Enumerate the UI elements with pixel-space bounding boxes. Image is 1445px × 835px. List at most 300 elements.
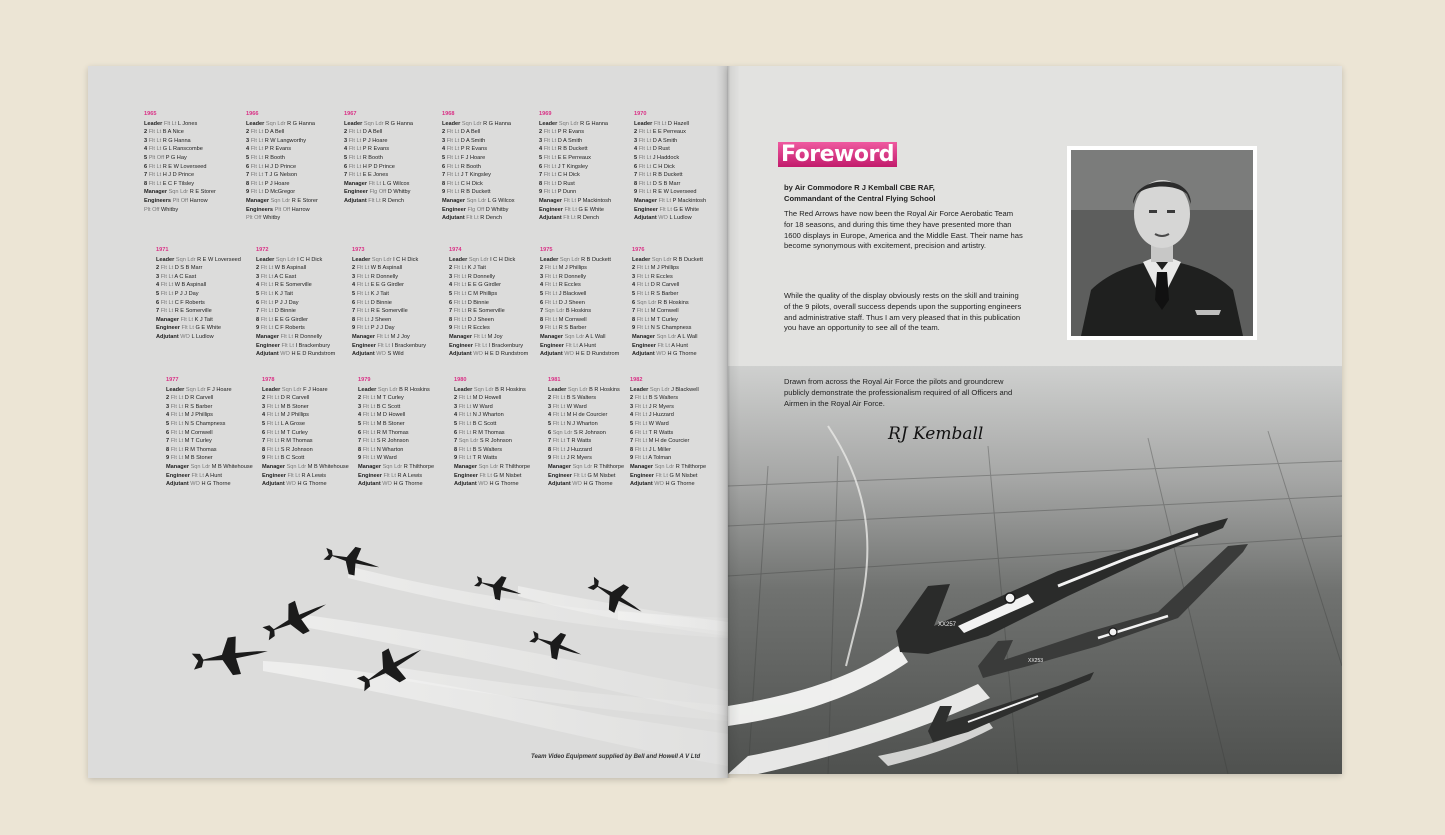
crew-rank: Flt Lt: [181, 325, 194, 332]
crew-role: 2: [352, 265, 356, 272]
formation-photo: [88, 66, 728, 778]
season-year: 1967: [344, 111, 357, 117]
crew-name: K J Tait: [370, 290, 389, 297]
crew-role: Leader: [358, 386, 377, 393]
crew-name: R S Barber: [558, 325, 587, 332]
season-year: 1982: [630, 377, 643, 383]
crew-role: 5: [256, 290, 260, 297]
crew-rank: Flt Lt: [266, 420, 280, 427]
crew-name: P R Evans: [557, 129, 585, 136]
crew-rank: Flt Lt: [453, 282, 467, 289]
crew-name: W Ward: [376, 455, 397, 462]
crew-rank: WO: [280, 351, 290, 358]
crew-rank: Flt Lt: [362, 412, 376, 419]
crew-rank: Flt Lt: [170, 412, 184, 419]
crew-name: I Brackenbury: [391, 342, 427, 349]
crew-rank: Flt Lt: [266, 395, 280, 402]
crew-rank: Sqn Ldr: [466, 197, 487, 204]
crew-rank: Flt Lt: [160, 290, 174, 297]
crew-role: 7: [144, 172, 148, 179]
crew-rank: Flt Lt: [458, 412, 472, 419]
crew-rank: Flt Lt: [543, 189, 557, 196]
aircraft-icon: [190, 632, 270, 680]
crew-rank: Flt Lt: [657, 342, 670, 349]
crew-name: R Thilthorpe: [675, 463, 707, 470]
crew-name: M Cornwell: [558, 316, 587, 323]
crew-rank: WO: [286, 481, 296, 488]
crew-role: Manager: [358, 463, 382, 470]
crew-rank: Flt Lt: [479, 472, 492, 479]
crew-rank: Flt Lt: [250, 137, 264, 144]
season-year: 1975: [540, 247, 553, 253]
crew-role: 9: [548, 455, 552, 462]
crew-rank: Flt Lt: [563, 215, 576, 222]
crew-rank: Flt Lt: [250, 163, 264, 170]
crew-name: H G Thorne: [393, 481, 423, 488]
crew-role: Leader: [352, 256, 371, 263]
crew-role: 5: [634, 154, 638, 161]
crew-name: J R Myers: [648, 403, 674, 410]
crew-role: 8: [540, 316, 544, 323]
crew-rank: Flt Lt: [446, 189, 460, 196]
crew-rank: Flt Lt: [160, 282, 174, 289]
crew-role: 5: [166, 420, 170, 427]
crew-name: R B Duckett: [673, 256, 703, 263]
crew-rank: Flt Lt: [260, 316, 274, 323]
crew-name: R E Somerville: [370, 308, 408, 315]
crew-rank: Flt Lt: [544, 299, 558, 306]
foreword-title: Foreword: [778, 142, 897, 167]
crew-role: 7: [449, 308, 453, 315]
crew-role: 7: [539, 172, 543, 179]
crew-rank: Flt Lt: [356, 299, 370, 306]
crew-role: 5: [449, 290, 453, 297]
crew-role: 2: [632, 265, 636, 272]
crew-rank: Flt Lt: [543, 129, 557, 136]
crew-rank: Flt Lt: [356, 282, 370, 289]
crew-role: 9: [454, 455, 458, 462]
crew-role: 6: [256, 299, 260, 306]
crew-role: 5: [262, 420, 266, 427]
crew-name: F J Hoare: [460, 154, 486, 161]
crew-rank: Sqn Ldr: [636, 299, 657, 306]
crew-rank: Flt Lt: [160, 308, 174, 315]
crew-name: R E Somerville: [274, 282, 312, 289]
crew-name: I C H Dick: [297, 256, 323, 263]
crew-name: K J Tait: [467, 265, 486, 272]
crew-role: 7: [454, 438, 458, 445]
season-year: 1978: [262, 377, 275, 383]
crew-role: 2: [144, 129, 148, 136]
crew-name: D S B Marr: [174, 265, 203, 272]
crew-name: B S Walters: [648, 395, 679, 402]
crew-name: D Hazell: [667, 120, 690, 127]
crew-rank: Sqn Ldr: [654, 463, 675, 470]
crew-name: R Eccles: [650, 273, 673, 280]
crew-role: Engineer: [540, 342, 564, 349]
crew-rank: Sqn Ldr: [382, 463, 403, 470]
crew-rank: Flt Lt: [250, 129, 264, 136]
crew-rank: Flt Lt: [348, 154, 362, 161]
crew-rank: Flt Lt: [250, 180, 264, 187]
crew-rank: Flt Lt: [356, 316, 370, 323]
signature: RJ Kemball: [888, 424, 984, 444]
crew-rank: Flt Lt: [287, 472, 300, 479]
crew-rank: Flt Lt: [250, 172, 264, 179]
crew-role: Engineer: [634, 206, 658, 213]
crew-role: Engineer: [156, 325, 180, 332]
crew-role: 9: [352, 325, 356, 332]
crew-rank: Flt Lt: [543, 172, 557, 179]
crew-name: R Eccles: [467, 325, 490, 332]
crew-role: 4: [358, 412, 362, 419]
crew-rank: Flt Lt: [552, 446, 566, 453]
crew-role: 4: [166, 412, 170, 419]
crew-rank: Flt Lt: [148, 129, 162, 136]
crew-name: W Ward: [472, 403, 493, 410]
crew-role: Manager: [449, 333, 473, 340]
crew-role: 8: [548, 446, 552, 453]
crew-name: C H Dick: [652, 163, 675, 170]
crew-role: 6: [442, 163, 446, 170]
crew-rank: Flt Lt: [659, 206, 672, 213]
crew-name: B C Scott: [472, 420, 497, 427]
crew-rank: Flt Lt: [348, 163, 362, 170]
crew-rank: Flt Lt: [356, 290, 370, 297]
season-year: 1965: [144, 111, 157, 117]
crew-name: H E D Rundstrom: [484, 351, 529, 358]
crew-name: M B Stoner: [376, 420, 405, 427]
crew-name: L Ludlow: [669, 215, 692, 222]
crew-role: 5: [246, 154, 250, 161]
crew-role: Leader: [262, 386, 281, 393]
crew-name: W B Aspinall: [274, 265, 307, 272]
crew-role: 6: [344, 163, 348, 170]
equipment-credit: Team Video Equipment supplied by Bell and Howell A V Ltd: [531, 754, 701, 760]
crew-role: Engineer: [344, 189, 368, 196]
crew-name: I Brackenbury: [488, 342, 524, 349]
crew-role: 7: [166, 438, 170, 445]
crew-rank: Flt Lt: [163, 120, 177, 127]
crew-role: Leader: [156, 256, 175, 263]
crew-rank: Flt Lt: [260, 299, 274, 306]
crew-role: Engineer: [548, 472, 572, 479]
byline-author: by Air Commodore R J Kemball CBE RAF,: [784, 183, 935, 192]
crew-rank: Flt Lt: [148, 163, 162, 170]
crew-role: 4: [539, 146, 543, 153]
crew-role: 2: [344, 129, 348, 136]
crew-rank: Flt Lt: [473, 333, 487, 340]
crew-rank: WO: [190, 481, 200, 488]
crew-role: Adjutant: [630, 481, 653, 488]
crew-rank: Flt Lt: [544, 265, 558, 272]
crew-role: 4: [352, 282, 356, 289]
crew-role: 8: [454, 446, 458, 453]
crew-role: 3: [166, 403, 170, 410]
crew-name: P R Evans: [264, 146, 292, 153]
crew-name: S R Johnson: [573, 429, 606, 436]
crew-name: B R Hoskins: [399, 386, 430, 393]
crew-rank: WO: [654, 481, 664, 488]
crew-rank: Sqn Ldr: [270, 197, 291, 204]
crew-role: 7: [634, 172, 638, 179]
crew-name: J T Kingsley: [557, 163, 588, 170]
crew-role: 3: [632, 273, 636, 280]
crew-role: 3: [156, 273, 160, 280]
crew-role: Manager: [256, 333, 280, 340]
crew-role: 9: [540, 325, 544, 332]
crew-role: Leader: [540, 256, 559, 263]
crew-rank: Flt Lt: [638, 180, 652, 187]
crew-role: 8: [539, 180, 543, 187]
crew-role: Engineer: [632, 342, 656, 349]
crew-name: N Wharton: [376, 446, 404, 453]
crew-role: 3: [548, 403, 552, 410]
crew-role: Leader: [442, 120, 461, 127]
crew-role: 2: [634, 129, 638, 136]
crew-role: Leader: [539, 120, 558, 127]
crew-name: G M Nisbet: [587, 472, 616, 479]
crew-name: H G Thorne: [667, 351, 697, 358]
crew-name: D A Smith: [652, 137, 678, 144]
crew-role: 7: [548, 438, 552, 445]
crew-role: 4: [156, 282, 160, 289]
portrait-photo: [1071, 150, 1253, 336]
crew-name: R E Storer: [189, 189, 216, 196]
crew-role: Adjutant: [454, 481, 477, 488]
crew-rank: Flt Lt: [552, 395, 566, 402]
crew-name: R E Somerville: [174, 308, 212, 315]
crew-name: E E Jones: [362, 172, 389, 179]
crew-rank: Flt Lt: [266, 403, 280, 410]
crew-rank: Flt Lt: [362, 446, 376, 453]
serial-label: XX253: [1028, 658, 1044, 664]
crew-name: H G Thorne: [297, 481, 327, 488]
crew-role: 7: [442, 172, 446, 179]
crew-name: I C H Dick: [490, 256, 516, 263]
crew-name: R W Langworthy: [264, 137, 307, 144]
crew-name: R B Duckett: [460, 189, 491, 196]
crew-name: R B Duckett: [652, 172, 683, 179]
crew-name: M H de Courcier: [648, 438, 690, 445]
crew-role: Manager: [454, 463, 478, 470]
crew-rank: Flt Lt: [250, 146, 264, 153]
crew-name: J Huzzard: [648, 412, 674, 419]
crew-rank: Flt Lt: [356, 265, 370, 272]
crew-rank: Sqn Ldr: [275, 256, 296, 263]
crew-role: 5: [632, 290, 636, 297]
crew-role: 9: [256, 325, 260, 332]
crew-rank: Flt Lt: [148, 172, 162, 179]
crew-name: A Hunt: [205, 472, 222, 479]
crew-name: T J G Nelson: [264, 172, 298, 179]
crew-role: Engineer: [630, 472, 654, 479]
crew-name: J Blackwell: [671, 386, 699, 393]
crew-role: 3: [352, 273, 356, 280]
crew-role: 5: [539, 154, 543, 161]
crew-name: C F Roberts: [274, 325, 305, 332]
crew-rank: Flt Lt: [348, 137, 362, 144]
crew-role: 3: [256, 273, 260, 280]
crew-role: 5: [156, 290, 160, 297]
crew-role: 8: [632, 316, 636, 323]
crew-name: W Ward: [566, 403, 587, 410]
crew-name: G E White: [673, 206, 699, 213]
crew-name: D Binnie: [274, 308, 296, 315]
crew-name: R A Lewis: [397, 472, 423, 479]
crew-rank: Flt Lt: [634, 403, 648, 410]
crew-role: 8: [634, 180, 638, 187]
crew-role: 3: [344, 137, 348, 144]
crew-role: 9: [358, 455, 362, 462]
crew-rank: Flt Lt: [634, 420, 648, 427]
crew-name: R Donnelly: [467, 273, 496, 280]
crew-role: 3: [262, 403, 266, 410]
crew-role: Manager: [634, 197, 658, 204]
crew-name: P J J Day: [174, 290, 199, 297]
crew-name: N J Wharton: [472, 412, 504, 419]
crew-rank: Flt Lt: [634, 429, 648, 436]
crew-name: D Binnie: [467, 299, 489, 306]
crew-rank: Flt Lt: [636, 282, 650, 289]
crew-role: 2: [358, 395, 362, 402]
crew-role: Adjutant: [256, 351, 279, 358]
crew-role: 8: [166, 446, 170, 453]
crew-rank: Flt Lt: [148, 137, 162, 144]
crew-role: Engineers: [246, 206, 274, 213]
crew-role: 6: [540, 299, 544, 306]
crew-rank: Flt Lt: [362, 438, 376, 445]
crew-role: 9: [449, 325, 453, 332]
crew-role: 3: [442, 137, 446, 144]
crew-rank: Flt Lt: [552, 438, 566, 445]
crew-role: Leader: [344, 120, 363, 127]
crew-role: 3: [246, 137, 250, 144]
crew-name: L Jones: [177, 120, 198, 127]
crew-name: A C East: [274, 273, 297, 280]
season-year: 1968: [442, 111, 455, 117]
crew-name: K J Tait: [194, 316, 213, 323]
crew-name: S R Johnson: [479, 438, 512, 445]
crew-name: T R Watts: [472, 455, 498, 462]
crew-name: H J D Prince: [264, 163, 297, 170]
crew-role: Leader: [632, 256, 651, 263]
crew-role: Manager: [632, 333, 656, 340]
crew-name: D Whitby: [387, 189, 411, 196]
crew-name: A Tolman: [648, 455, 672, 462]
crew-name: B C Scott: [376, 403, 401, 410]
crew-role: Manager: [246, 197, 270, 204]
crew-name: E E G Girdler: [467, 282, 501, 289]
crew-role: 3: [634, 137, 638, 144]
crew-name: R G Hanna: [483, 120, 512, 127]
crew-name: M Cornwell: [650, 308, 679, 315]
crew-rank: Flt Lt: [446, 154, 460, 161]
crew-rank: Sqn Ldr: [473, 386, 494, 393]
crew-role: Adjutant: [166, 481, 189, 488]
crew-name: S Wild: [387, 351, 404, 358]
crew-role: 7: [352, 308, 356, 315]
crew-rank: Flt Lt: [260, 325, 274, 332]
hawk-jet-lead: [896, 518, 1228, 654]
crew-rank: Plt Off: [172, 197, 189, 204]
crew-role: Manager: [262, 463, 286, 470]
crew-role: Adjutant: [156, 333, 179, 340]
crew-role: 2: [262, 395, 266, 402]
crew-role: 2: [442, 129, 446, 136]
crew-name: D A Bell: [264, 129, 285, 136]
crew-name: H G Thorne: [489, 481, 519, 488]
crew-role: Manager: [156, 316, 180, 323]
crew-role: Engineers: [144, 197, 172, 204]
crew-rank: Flt Lt: [636, 265, 650, 272]
crew-name: D A Smith: [557, 137, 583, 144]
crew-role: 3: [358, 403, 362, 410]
crew-name: P R Evans: [460, 146, 488, 153]
crew-rank: Flt Lt: [634, 412, 648, 419]
crew-role: 6: [449, 299, 453, 306]
crew-role: Engineer: [166, 472, 190, 479]
crew-rank: Flt Lt: [170, 403, 184, 410]
crew-role: 6: [246, 163, 250, 170]
crew-name: B S Walters: [566, 395, 597, 402]
crew-role: Leader: [144, 120, 163, 127]
crew-name: A L Wall: [585, 333, 606, 340]
crew-rank: Flt Lt: [552, 403, 566, 410]
foreword-paragraph-1: The Red Arrows have now been the Royal Air Force Aerobatic Team for 18 seasons, and during this time they have presented more than 1600 displays in Europe, America and the Middle East. Their name has become synonymous with excitement, precision and artistry.: [784, 209, 1023, 251]
crew-name: L G Wilcox: [487, 197, 515, 204]
crew-rank: Flt Lt: [636, 316, 650, 323]
crew-rank: WO: [656, 351, 666, 358]
season-year: 1980: [454, 377, 467, 383]
crew-rank: Flt Lt: [170, 438, 184, 445]
crew-name: R Dench: [382, 197, 405, 204]
crew-role: Adjutant: [634, 215, 657, 222]
crew-rank: Flt Lt: [544, 290, 558, 297]
season-year: 1972: [256, 247, 269, 253]
crew-role: 9: [442, 189, 446, 196]
crew-rank: Flt Lt: [368, 197, 381, 204]
crew-role: Leader: [246, 120, 265, 127]
crew-rank: Sqn Ldr: [377, 386, 398, 393]
crew-rank: Flt Lt: [636, 325, 650, 332]
crew-name: M T Curley: [650, 316, 678, 323]
crew-rank: Sqn Ldr: [185, 386, 206, 393]
crew-role: 2: [156, 265, 160, 272]
crew-role: 5: [352, 290, 356, 297]
crew-rank: Flt Lt: [266, 412, 280, 419]
crew-rank: Flt Lt: [260, 265, 274, 272]
crew-role: Manager: [630, 463, 654, 470]
crew-rank: Flt Lt: [170, 455, 184, 462]
crew-rank: Flt Lt: [544, 273, 558, 280]
crew-role: Engineer: [454, 472, 478, 479]
crew-name: M B Whitehouse: [307, 463, 349, 470]
crew-role: 3: [539, 137, 543, 144]
crew-role: Engineer: [352, 342, 376, 349]
crew-role: Adjutant: [358, 481, 381, 488]
crew-name: F J Hoare: [207, 386, 232, 393]
crew-role: 4: [632, 282, 636, 289]
crew-role: Manager: [144, 189, 168, 196]
crew-rank: Flt Lt: [573, 472, 586, 479]
crew-name: J Sheen: [370, 316, 392, 323]
crew-rank: Flt Lt: [362, 429, 376, 436]
crew-rank: Flt Lt: [458, 446, 472, 453]
crew-rank: Sqn Ldr: [363, 120, 384, 127]
crew-rank: Flt Lt: [634, 446, 648, 453]
crew-name: R Thilthorpe: [499, 463, 531, 470]
